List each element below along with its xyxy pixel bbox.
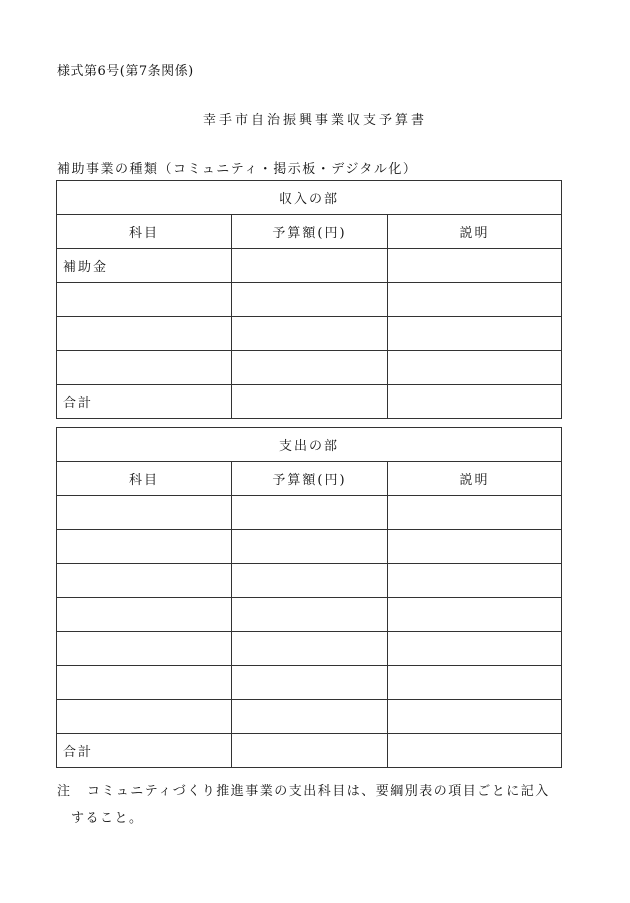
total-label: 合計 bbox=[57, 734, 232, 768]
footnote-line-2 bbox=[57, 805, 577, 832]
expense-table bbox=[56, 427, 562, 768]
amount-cell[interactable] bbox=[232, 700, 388, 734]
description-cell[interactable] bbox=[388, 666, 562, 700]
footnote bbox=[57, 778, 577, 832]
total-label: 合計 bbox=[57, 385, 232, 419]
table-row bbox=[57, 283, 562, 317]
column-header-description: 説明 bbox=[388, 215, 562, 249]
amount-cell[interactable] bbox=[232, 598, 388, 632]
table-row bbox=[57, 700, 562, 734]
table-row bbox=[57, 598, 562, 632]
column-header-amount: 予算額(円) bbox=[232, 215, 388, 249]
item-cell[interactable] bbox=[57, 530, 232, 564]
footnote-label: 注 bbox=[57, 784, 72, 799]
column-header-amount: 予算額(円) bbox=[232, 462, 388, 496]
column-header-item: 科目 bbox=[57, 462, 232, 496]
item-cell[interactable]: 補助金 bbox=[57, 249, 232, 283]
description-cell[interactable] bbox=[388, 496, 562, 530]
amount-cell[interactable] bbox=[232, 283, 388, 317]
description-cell[interactable] bbox=[388, 530, 562, 564]
table-row bbox=[57, 530, 562, 564]
table-row bbox=[57, 632, 562, 666]
item-cell[interactable] bbox=[57, 598, 232, 632]
table-row bbox=[57, 351, 562, 385]
expense-total-row bbox=[57, 734, 562, 768]
income-column-header-row bbox=[57, 215, 562, 249]
column-header-item: 科目 bbox=[57, 215, 232, 249]
expense-section-header-row bbox=[57, 428, 562, 462]
amount-cell[interactable] bbox=[232, 249, 388, 283]
total-amount-cell[interactable] bbox=[232, 734, 388, 768]
item-cell[interactable] bbox=[57, 564, 232, 598]
description-cell[interactable] bbox=[388, 249, 562, 283]
item-cell[interactable] bbox=[57, 317, 232, 351]
amount-cell[interactable] bbox=[232, 351, 388, 385]
description-cell[interactable] bbox=[388, 317, 562, 351]
income-total-row bbox=[57, 385, 562, 419]
income-table bbox=[56, 180, 562, 419]
table-row bbox=[57, 666, 562, 700]
item-cell[interactable] bbox=[57, 283, 232, 317]
form-number: 様式第6号(第7条関係) bbox=[57, 64, 194, 79]
item-cell[interactable] bbox=[57, 666, 232, 700]
description-cell[interactable] bbox=[388, 632, 562, 666]
document-title: 幸手市自治振興事業収支予算書 bbox=[202, 113, 427, 128]
table-row bbox=[57, 564, 562, 598]
expense-column-header-row bbox=[57, 462, 562, 496]
income-section-title: 収入の部 bbox=[57, 181, 562, 215]
item-cell[interactable] bbox=[57, 632, 232, 666]
item-cell[interactable] bbox=[57, 351, 232, 385]
total-description-cell[interactable] bbox=[388, 385, 562, 419]
amount-cell[interactable] bbox=[232, 530, 388, 564]
description-cell[interactable] bbox=[388, 700, 562, 734]
total-amount-cell[interactable] bbox=[232, 385, 388, 419]
table-row bbox=[57, 496, 562, 530]
description-cell[interactable] bbox=[388, 351, 562, 385]
amount-cell[interactable] bbox=[232, 564, 388, 598]
amount-cell[interactable] bbox=[232, 666, 388, 700]
amount-cell[interactable] bbox=[232, 496, 388, 530]
item-cell[interactable] bbox=[57, 700, 232, 734]
description-cell[interactable] bbox=[388, 564, 562, 598]
expense-section-title: 支出の部 bbox=[57, 428, 562, 462]
amount-cell[interactable] bbox=[232, 317, 388, 351]
description-cell[interactable] bbox=[388, 598, 562, 632]
amount-cell[interactable] bbox=[232, 632, 388, 666]
subsidy-type-line: 補助事業の種類（コミュニティ・掲示板・デジタル化） bbox=[57, 162, 418, 177]
description-cell[interactable] bbox=[388, 283, 562, 317]
income-section-header-row bbox=[57, 181, 562, 215]
footnote-text-2: すること。 bbox=[71, 811, 144, 826]
total-description-cell[interactable] bbox=[388, 734, 562, 768]
table-row bbox=[57, 249, 562, 283]
footnote-line-1 bbox=[57, 778, 577, 805]
column-header-description: 説明 bbox=[388, 462, 562, 496]
footnote-text-1: コミュニティづくり推進事業の支出科目は、要綱別表の項目ごとに記入 bbox=[87, 784, 550, 799]
item-cell[interactable] bbox=[57, 496, 232, 530]
table-row bbox=[57, 317, 562, 351]
